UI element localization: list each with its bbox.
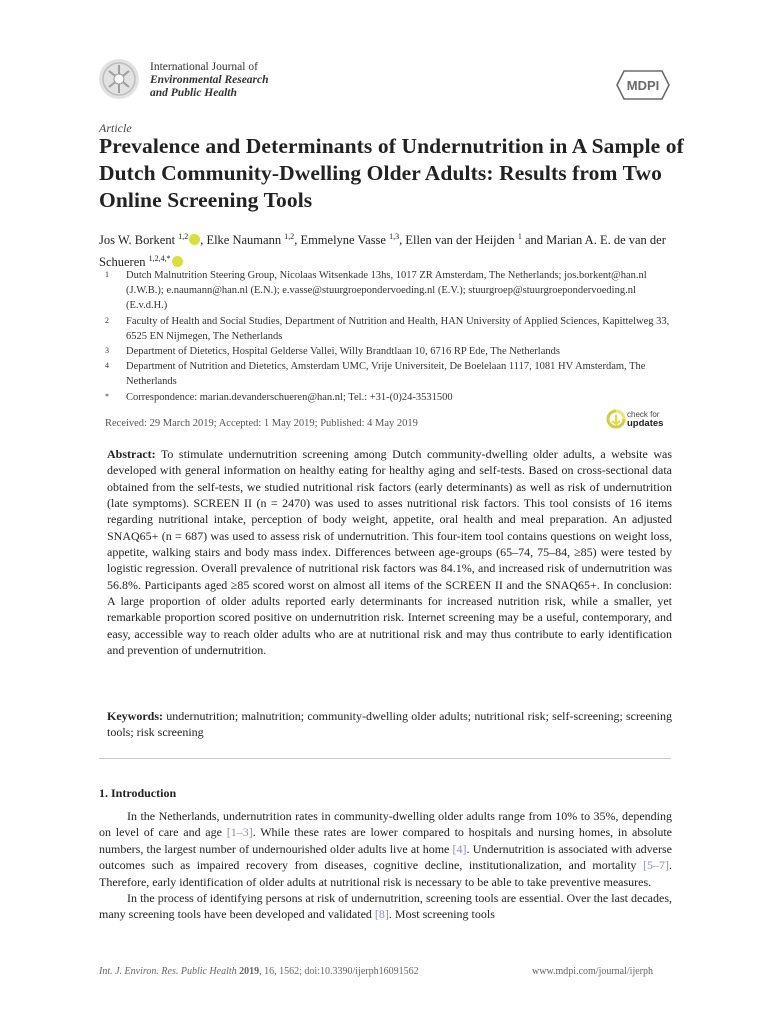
footer-doi: , 16, 1562; doi:10.3390/ijerph16091562 (259, 966, 419, 977)
author-affiliation-sup: 1,2,4,* (148, 253, 171, 263)
author-affiliation-sup: 1,2 (284, 232, 295, 241)
paragraph (99, 890, 672, 923)
author-separator: and (521, 233, 547, 248)
publisher-name: MDPI (626, 78, 660, 93)
keywords-text: undernutrition; malnutrition; community-dwelling older adults; nutritional risk; self-screening; screening tools; risk screening (107, 709, 672, 740)
abstract-label: Abstract: (107, 447, 156, 461)
affiliation-number: 2 (105, 315, 109, 325)
section-heading: 1. Introduction (99, 786, 177, 800)
journal-name-line3: and Public Health (150, 87, 237, 99)
author-separator: , (200, 233, 207, 248)
affiliation-text: Dutch Malnutrition Steering Group, Nicolaas Witsenkade 13hs, 1017 ZR Amsterdam, The Netherlands; jos.borkent@han.nl (J.W.B.); e.naumann@han.nl (E.N.); e.vasse@stuurgroepondervoeding.nl (E.V.); stuurgroep@stuurgroepondervoeding.nl (E.v.d.H.) (126, 270, 647, 312)
citation-link[interactable]: [8] (374, 907, 389, 922)
mdpi-logo (616, 70, 670, 100)
check-updates-line2: updates (627, 418, 664, 429)
journal-name-line1: International Journal of (150, 61, 258, 73)
orcid-icon[interactable] (172, 256, 183, 267)
author-name: Ellen van der Heijden (405, 233, 518, 248)
affiliation-item (105, 359, 675, 389)
footer-citation (99, 966, 419, 977)
affiliation-number: * (105, 391, 109, 401)
text-span: In the Netherlands, undernutrition rates in community-dwelling older adults range from 10% to 35%, depending on level of care and age (99, 809, 672, 840)
affiliation-item (105, 390, 675, 405)
text-span: In the process of identifying persons at risk of undernutrition, screening tools are essential. Over the last decades, many screening tools have been developed and validated (99, 891, 672, 922)
paragraph (99, 808, 672, 890)
affiliation-text: Department of Nutrition and Dietetics, Amsterdam UMC, Vrije Universiteit, De Boelelaan 1117, 1081 HV Amsterdam, The Netherlands (126, 361, 646, 388)
citation-link[interactable]: [5–7] (643, 858, 669, 873)
keywords (107, 708, 672, 741)
author-affiliation-sup: 1 (517, 232, 522, 241)
abstract-text: To stimulate undernutrition screening among Dutch community-dwelling older adults, a website was developed with general information on healthy eating for healthy aging and self-tests. Based on cross-sectional data obtained from the self-tests, we studied nutritional risk factors (early determinants) as well as risk of undernutrition (late symptoms). SCREEN II (n = 2470) was used to asses nutritional risk factors. This tool consists of 16 items regarding nutritional intake, perception of body weight, appetite, oral health and meal preparation. An adjusted SNAQ65+ (n = 687) was used to assess risk of undernutrition. This four-item tool contains questions on weight loss, appetite, walking stairs and body mass index. Differences between age-groups (65–74, 75–84, ≥85) were tested by logistic regression. Overall prevalence of nutritional risk factors was 84.1%, and increased risk of undernutrition was 56.8%. Participants aged ≥85 scored worst on almost all items of the SCREEN II and the SNAQ65+. In conclusion: A large proportion of older adults reported early determinants for increased nutrition risk, while a smaller, yet remarkable proportion scored positive on undernutrition risk. Internet screening may be a useful, contemporary, and easy, accessible way to reach older adults who are at nutritional risk and may thus contribute to early identification and prevention of undernutrition. (107, 447, 672, 658)
check-for-updates-button[interactable] (606, 409, 676, 433)
author-name: Marian A. E. de van der Schueren (99, 233, 666, 269)
introduction-text (99, 808, 672, 923)
author-name: Emmelyne Vasse (300, 233, 390, 248)
affiliation-text: Faculty of Health and Social Studies, Department of Nutrition and Health, HAN University of Applied Sciences, Kapittelweg 33, 6525 EN Nijmegen, The Netherlands (126, 315, 670, 342)
text-span: . Therefore, early identification of older adults at nutritional risk is necessary to be able to take preventive measures. (99, 858, 672, 889)
journal-logo-icon (97, 57, 141, 101)
affiliation-item (105, 344, 675, 359)
text-span: . While these rates are lower compared to hospitals and nursing homes, in absolute numbers, the largest number of undernourished older adults live at home (99, 825, 672, 856)
affiliation-number: 3 (105, 346, 109, 356)
author-affiliation-sup: 1,2 (178, 232, 189, 241)
abstract (107, 446, 672, 658)
publication-dates: Received: 29 March 2019; Accepted: 1 May 2019; Published: 4 May 2019 (105, 418, 418, 429)
journal-name-line2: Environmental Research (150, 74, 269, 86)
author-affiliation-sup: 1,3 (389, 232, 400, 241)
author-name: Jos W. Borkent (99, 233, 179, 248)
article-title: Prevalence and Determinants of Undernutrition in A Sample of Dutch Community-Dwelling Older Adults: Results from Two Online Screening Tools (99, 134, 684, 212)
orcid-icon[interactable] (189, 234, 200, 245)
footer-year: 2019 (239, 966, 260, 977)
author-name: Elke Naumann (206, 233, 285, 248)
article-type: Article (99, 121, 132, 135)
affiliation-number: 1 (105, 270, 109, 279)
journal-name (150, 61, 269, 100)
author-list (99, 228, 679, 271)
author-separator: , (399, 233, 406, 248)
affiliation-item (105, 268, 675, 314)
affiliation-number: 4 (105, 361, 109, 371)
footer-journal: Int. J. Environ. Res. Public Health (99, 966, 237, 977)
keywords-label: Keywords: (107, 709, 163, 723)
text-span: . Most screening tools (388, 907, 495, 922)
footer-url[interactable]: www.mdpi.com/journal/ijerph (532, 966, 653, 977)
check-updates-icon (606, 409, 626, 431)
author-separator: , (294, 233, 301, 248)
citation-link[interactable]: [4] (452, 841, 467, 856)
affiliation-list (105, 268, 675, 405)
affiliation-text: Correspondence: marian.devanderschueren@han.nl; Tel.: +31-(0)24-3531500 (126, 391, 453, 403)
text-span: . Undernutrition is associated with adverse outcomes such as impaired recovery from diseases, cognitive decline, institutionalization, and mortality (99, 841, 672, 873)
divider (99, 758, 671, 759)
affiliation-text: Department of Dietetics, Hospital Gelderse Vallei, Willy Brandtlaan 10, 6716 RP Ede, The Netherlands (126, 346, 560, 358)
check-updates-line1: check for (627, 410, 660, 419)
affiliation-item (105, 314, 675, 344)
citation-link[interactable]: [1–3] (226, 825, 253, 840)
